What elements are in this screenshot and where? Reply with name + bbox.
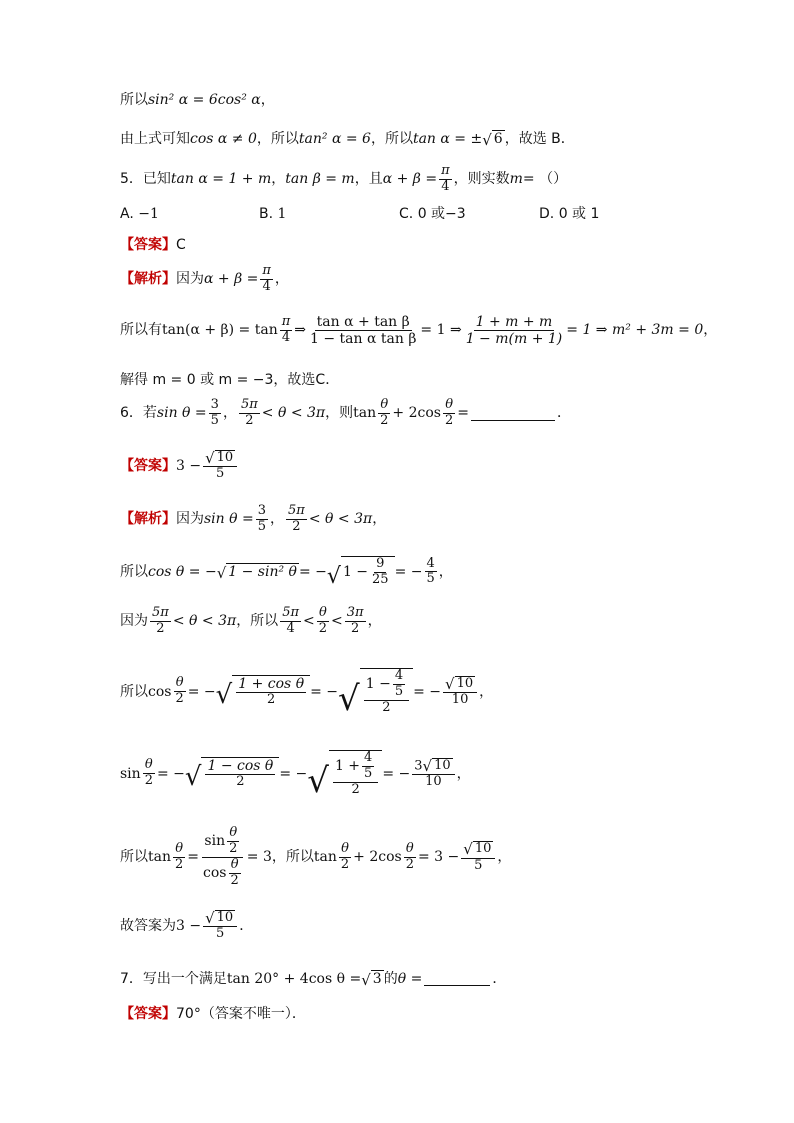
- question-6-analysis-3: [120, 606, 382, 637]
- question-6-analysis-2: [120, 556, 453, 588]
- math-expression: α + β =: [382, 171, 438, 188]
- math-expression: sin θ =: [156, 405, 207, 422]
- text: ，: [372, 511, 387, 528]
- fraction: $\frac{3}{5}$: [257, 503, 267, 534]
- question-6-analysis-5: [120, 750, 471, 801]
- text: ，所以: [370, 130, 413, 147]
- math-expression: = −: [413, 683, 442, 700]
- math-expression: = 1 ⇒ m² + 3m = 0: [566, 322, 704, 339]
- math-expression: sin: [120, 765, 141, 782]
- question-5-analysis-1: [120, 264, 289, 295]
- math-expression: = −: [394, 563, 423, 580]
- fraction: √ 10 5: [203, 910, 237, 942]
- answer-label: 【答案】: [120, 457, 176, 474]
- question-6-analysis-1: [120, 504, 386, 535]
- question-5-stem: [120, 164, 567, 195]
- fraction: √ 10 5: [461, 841, 495, 873]
- math-expression: tan: [148, 848, 171, 865]
- analysis-label: 【解析】: [120, 271, 176, 288]
- fraction: $\frac{\pi}{4}$: [281, 314, 291, 346]
- fraction: $\frac{4}{5}$: [426, 555, 435, 587]
- math-expression: = −: [310, 683, 339, 700]
- sqrt: √ 1 − $\frac{9}{25}$: [327, 556, 395, 588]
- fraction: $\frac{\theta}{2}$: [405, 840, 414, 872]
- analysis-label: 【解析】: [120, 511, 176, 528]
- question-7-stem: [120, 970, 506, 988]
- math-expression: 3 −: [176, 457, 202, 474]
- fraction: $\frac{5\pi}{2}$: [152, 605, 169, 636]
- text: ，: [222, 405, 237, 422]
- fraction: $\frac{5\pi}{2}$: [288, 503, 305, 534]
- question-6-answer: [120, 450, 239, 482]
- math-expression: tan² α = 6: [298, 130, 371, 147]
- fraction: $\frac{3\pi}{2}$: [346, 605, 364, 636]
- question-number: 7．写出一个满足: [120, 970, 227, 987]
- text: 所以: [120, 683, 148, 700]
- fraction: $\frac{\pi}{4}$: [262, 263, 271, 294]
- text: ，: [271, 171, 286, 188]
- math-expression: tan(α + β) = tan: [162, 322, 278, 339]
- question-5-analysis-3: [120, 372, 339, 389]
- question-5-analysis-2: [120, 314, 717, 347]
- math-expression: = 1 ⇒: [420, 322, 462, 339]
- text: 因为: [176, 511, 204, 528]
- math-expression: < θ < 3π: [261, 405, 326, 422]
- fraction: $\frac{5\pi}{2}$: [240, 397, 258, 428]
- fraction: $\frac{\pi}{4}$: [441, 163, 450, 194]
- math-expression: = −: [298, 563, 327, 580]
- text: ，: [479, 683, 494, 700]
- text: ．: [556, 405, 571, 422]
- fraction: $\frac{\theta}{2}$: [444, 397, 454, 428]
- math-variable: m: [509, 171, 523, 188]
- math-expression: + 2cos: [353, 848, 402, 865]
- text: ．: [239, 917, 254, 934]
- line-sin-cos-relation: [120, 92, 275, 109]
- text: ，: [274, 271, 289, 288]
- text: 解得 m = 0 或 m = −3，故选C．: [120, 372, 340, 388]
- sqrt-6: √ 6: [482, 130, 503, 149]
- answer-label: 【答案】: [120, 1006, 176, 1022]
- text: ，: [456, 765, 471, 782]
- line-tan-conclusion: [120, 130, 575, 148]
- text: ，则: [325, 405, 354, 422]
- text: ，: [367, 613, 382, 630]
- text: ，则实数: [453, 171, 510, 188]
- math-expression: =: [187, 848, 200, 865]
- answer-blank[interactable]: [424, 971, 490, 986]
- math-expression: 3 −: [176, 917, 202, 934]
- fraction: $\frac{\theta}{2}$: [175, 840, 184, 872]
- option-b: B. 1: [259, 206, 287, 222]
- math-expression: tan: [353, 405, 377, 422]
- fraction: $\frac{\theta}{2}$: [144, 757, 153, 789]
- text: 因为: [120, 613, 148, 630]
- math-expression: tan 20° + 4cos θ =: [226, 970, 362, 987]
- text: 由上式可知: [120, 130, 190, 147]
- text: 所以: [120, 92, 148, 108]
- fraction: $\frac{\theta}{2}$: [380, 397, 389, 428]
- math-expression: cos: [148, 683, 172, 700]
- math-expression: cos α ≠ 0: [190, 130, 257, 147]
- text: ，所以: [271, 848, 314, 865]
- text: ，: [260, 92, 275, 108]
- text: ．: [492, 970, 507, 987]
- fraction: $\frac{5\pi}{4}$: [282, 605, 300, 636]
- text: 所以: [120, 563, 148, 580]
- math-expression: = −: [382, 765, 411, 782]
- question-6-analysis-7: [120, 910, 253, 942]
- math-expression: + 2cos: [392, 405, 441, 422]
- implies-arrow: ⇒: [294, 322, 306, 339]
- math-expression: =: [457, 405, 469, 422]
- text: ，所以: [256, 130, 299, 147]
- math-expression: sin² α = 6cos² α: [148, 92, 261, 108]
- fraction: $\frac{\theta}{2}$: [318, 605, 328, 636]
- math-expression: sin θ =: [204, 511, 254, 528]
- math-expression: tan α = 1 + m: [170, 171, 272, 188]
- math-expression: = −: [279, 765, 308, 782]
- math-expression: < θ < 3π: [172, 613, 237, 630]
- text: 所以有: [120, 322, 162, 339]
- text: ，所以: [236, 613, 279, 630]
- fraction: $\frac{\text{tan α + tan β}}{\text{1 − tan α tan β}}$: [310, 314, 417, 348]
- sqrt: √ 1 + $\frac{4}{5}$ 2: [307, 750, 382, 798]
- math-expression: = 3 −: [417, 848, 460, 865]
- fraction: $\frac{1 + m + m}{1 - m(m + 1)}$: [465, 314, 563, 348]
- sqrt: √ $\frac{\text{1 + cos θ}}{2}$: [216, 675, 310, 708]
- text: ，: [270, 511, 285, 528]
- answer-value: C: [176, 237, 186, 253]
- math-expression: tan: [313, 848, 337, 865]
- question-6-analysis-4: [120, 668, 494, 719]
- option-a: A. −1: [120, 206, 159, 222]
- text: ，: [497, 848, 512, 865]
- sqrt: √ $\frac{\text{1 − cos θ}}{2}$: [185, 757, 279, 790]
- math-expression: θ =: [397, 970, 423, 987]
- sqrt: √ 1 − sin² θ: [216, 563, 297, 582]
- text: 因为: [176, 271, 204, 288]
- question-7-answer: [120, 1006, 306, 1023]
- answer-label: 【答案】: [120, 237, 176, 253]
- option-c: C. 0 或−3: [399, 206, 466, 222]
- compound-fraction: sin $\frac{\theta}{2}$ cos $\frac{\theta}{2}$: [201, 826, 245, 889]
- math-expression: tan β = m: [285, 171, 355, 188]
- text: ，: [703, 322, 718, 339]
- fraction: 3 √ 10 10: [412, 758, 454, 790]
- fraction: √ 10 5: [203, 450, 237, 482]
- answer-value: 70°（答案不唯一）．: [176, 1006, 306, 1022]
- question-6-analysis-6: [120, 826, 511, 889]
- fraction: √ 10 10: [443, 676, 477, 708]
- math-expression: α + β =: [204, 271, 259, 288]
- question-number: 6．若: [120, 405, 157, 422]
- question-number: 5．已知: [120, 171, 171, 188]
- fraction: $\frac{\theta}{2}$: [175, 675, 184, 707]
- question-5-options: [120, 206, 639, 223]
- math-expression: < θ < 3π: [308, 511, 373, 528]
- math-expression: = −: [187, 683, 216, 700]
- text: ，: [438, 563, 453, 580]
- math-expression: cos θ = −: [148, 563, 217, 580]
- sqrt-3: √ 3: [361, 970, 382, 989]
- question-6-stem: [120, 398, 571, 429]
- text: ，故选 B．: [504, 130, 575, 147]
- math-expression: tan α = ±: [412, 130, 483, 147]
- fraction: $\frac{3}{5}$: [210, 397, 219, 428]
- less-than: <: [331, 613, 343, 630]
- text: 所以: [120, 848, 148, 865]
- math-expression: = −: [156, 765, 185, 782]
- text: 故答案为: [120, 917, 176, 934]
- question-5-answer: [120, 237, 186, 254]
- radicand: 6: [493, 131, 503, 147]
- option-d: D. 0 或 1: [539, 206, 600, 222]
- text: 的: [383, 970, 398, 987]
- sqrt: √ 1 − $\frac{4}{5}$ 2: [338, 668, 413, 716]
- text: ，且: [354, 171, 383, 188]
- less-than: <: [303, 613, 315, 630]
- math-expression: = 3: [246, 848, 272, 865]
- fraction: $\frac{\theta}{2}$: [340, 840, 350, 872]
- text: = （）: [522, 171, 568, 188]
- answer-blank[interactable]: [471, 406, 555, 421]
